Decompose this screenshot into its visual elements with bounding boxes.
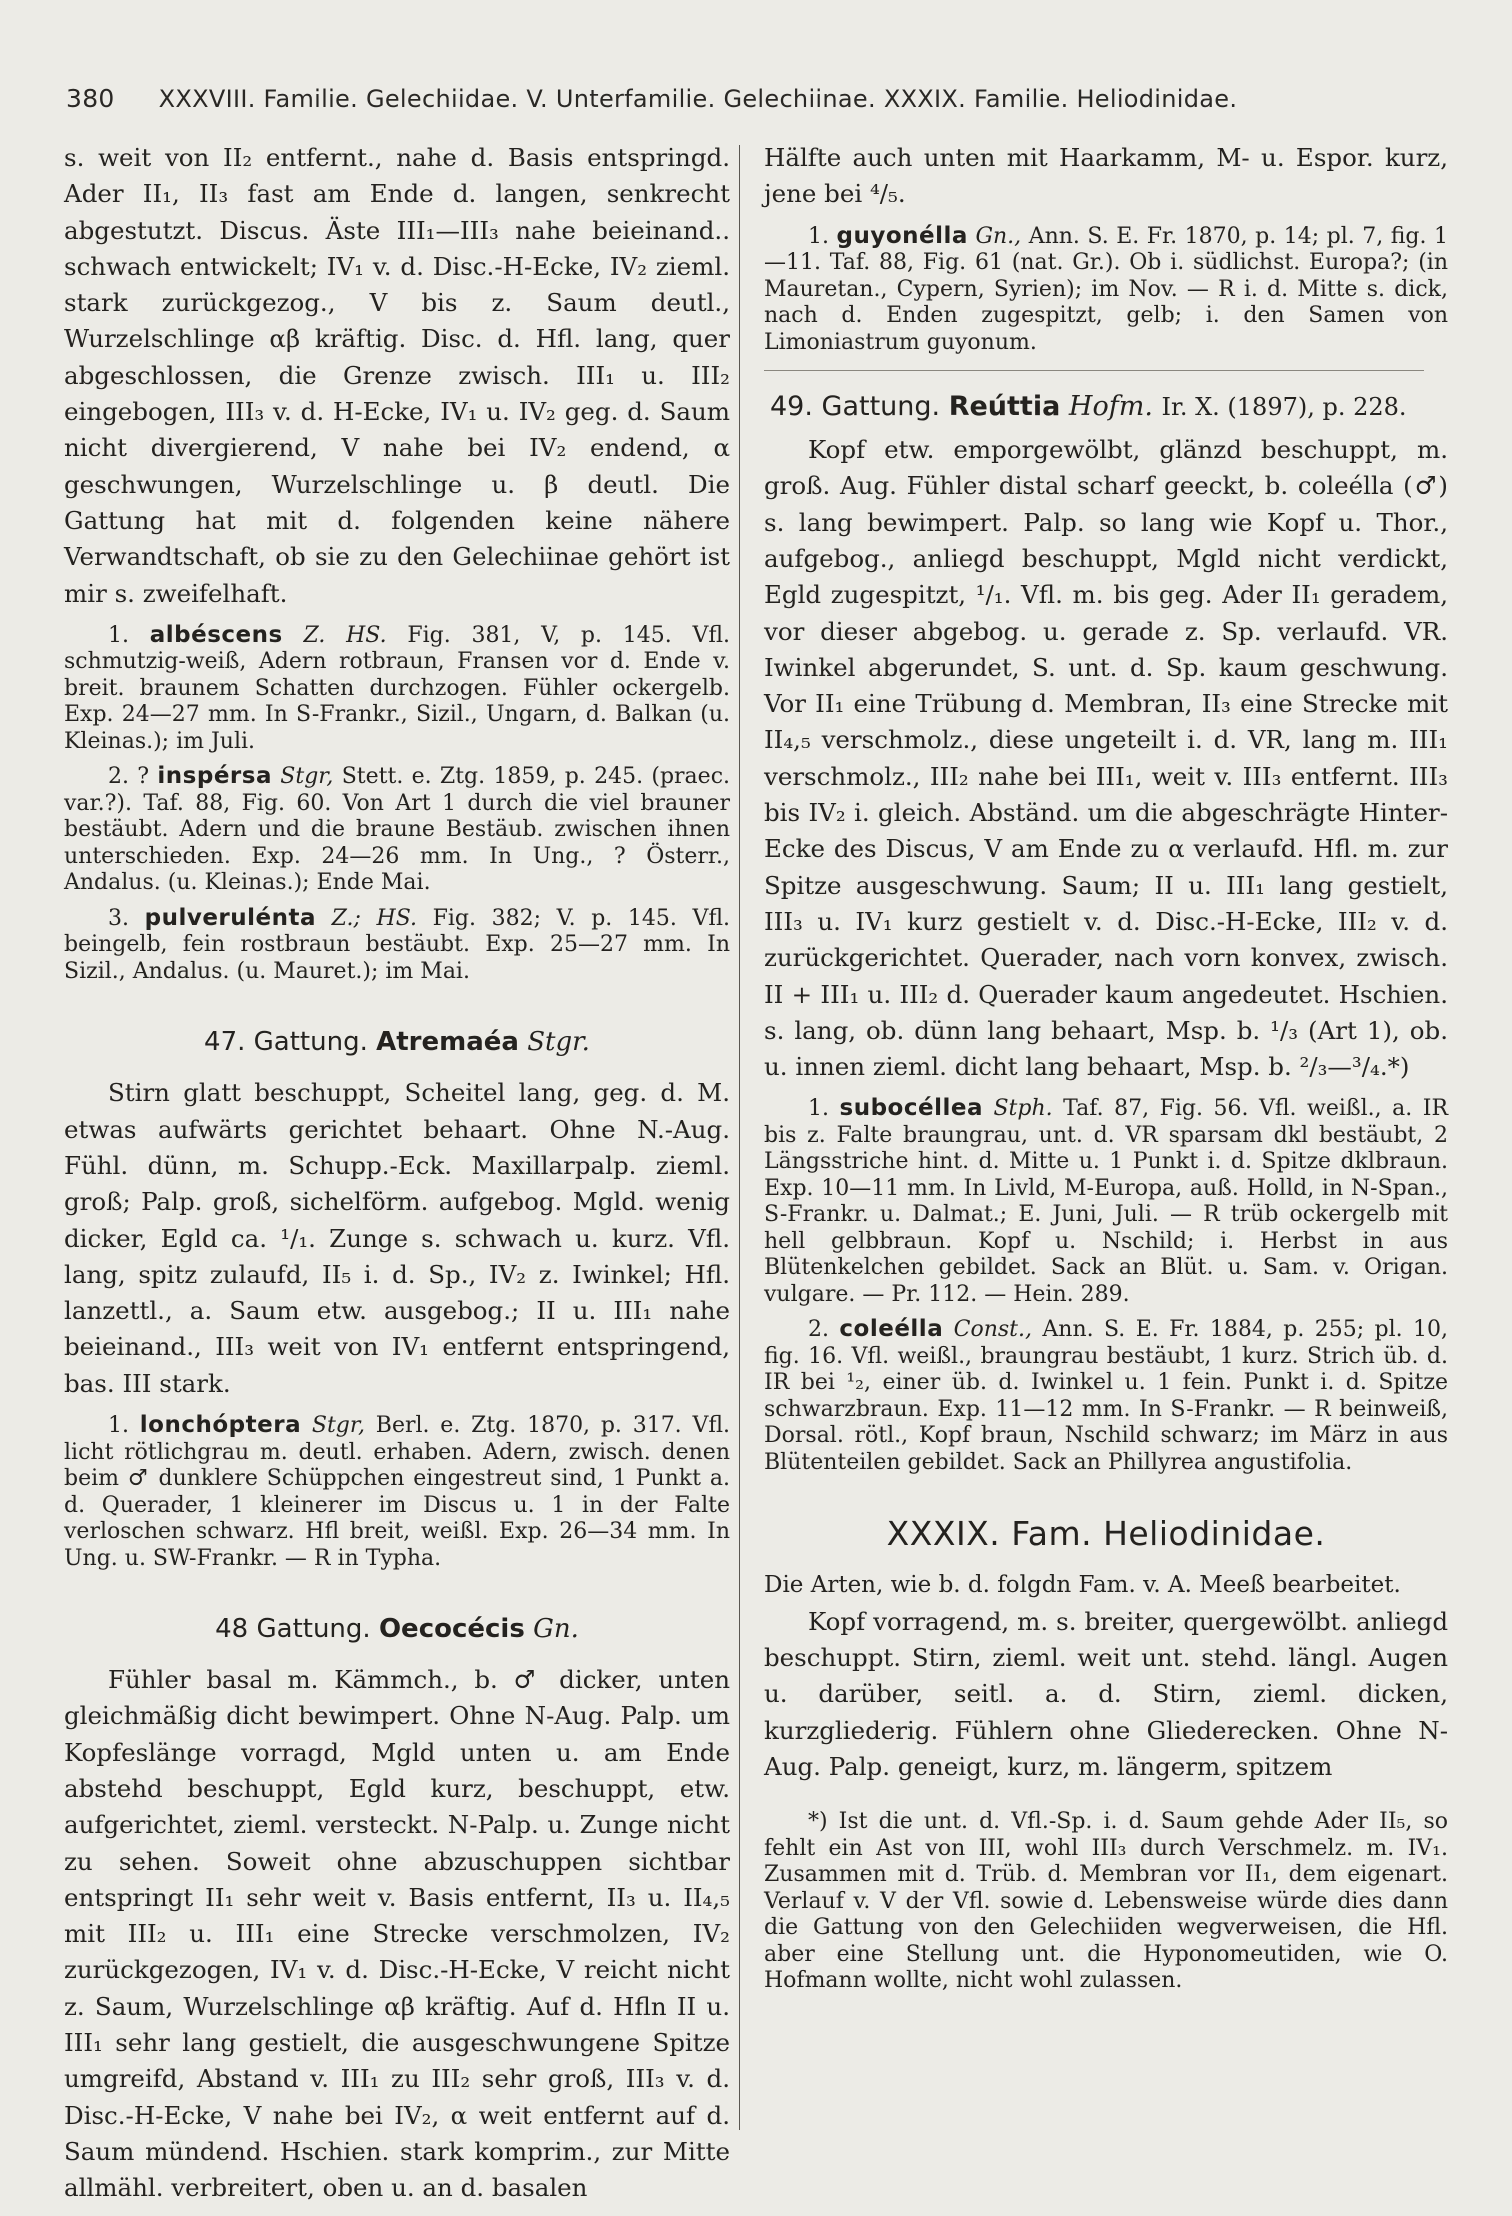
right-column [764,140,1448,1995]
family-description: Kopf vorragend, m. s. breiter, quergewölbt. anliegd beschuppt. Stirn, zieml. weit unt. stehd. längl. Augen u. darüber, seitl. a. d. Stirn, zieml. dicken, kurzgliederig. Fühlern ohne Gliederecken. Ohne N-Aug. Palp. geneigt, kurz, m. längerm, spitzem [764,1606,1448,1781]
species-name: pulverulénta [144,904,317,931]
genus-name: Oecocécis [378,1614,525,1645]
species-entry: 2. ? inspérsa Stgr, Stett. e. Ztg. 1859, p. 245. (praec. var.?). Taf. 88, Fig. 60. Von Art 1 durch die viel brauner bestäubt. Adern und die braune Bestäub. zwischen ihnen unterschieden. Exp. 24—26 mm. In Ung., ? Österr., Andalus. (u. Kleinas.); Ende Mai. [64,763,731,896]
species-text: Fig. 381, V, p. 145. Vfl. schmutzig-weiß, Adern rotbraun, Fransen vor d. Ende v. breit. braunem Schatten durchzogen. Fühler ockergelb. Exp. 24—27 mm. In S-Frankr., Sizil., Ungarn, d. Balkan (u. Kleinas.); im Juli. [64,622,731,754]
species-author: Stph. [993,1096,1053,1122]
genus-description: Kopf etw. emporgewölbt, glänzd beschuppt, m. groß. Aug. Fühler distal scharf geeckt, b. coleélla (♂) s. lang bewimpert. Palp. so lang wie Kopf u. Thor., aufgebog., anliegd beschuppt, Mgld nicht verdickt, Egld zugespitzt, ¹/₁. Vfl. m. bis geg. Ader II₁ geradem, vor dieser abgebog. u. gerade z. Sp. verlaufd. VR. Iwinkel abgerundet, S. unt. d. Sp. kaum geschwung. Vor II₁ eine Trübung d. Membran, II₃ eine Strecke mit II₄,₅ verschmolz., diese ungeteilt i. d. VR, lang m. III₁ verschmolz., III₂ nahe bei III₁, weit v. III₃ entfernt. III₃ bis IV₂ i. gleich. Abständ. um die abgeschrägte Hinter-Ecke des Discus, V am Ende zu α verlaufd. Hfl. m. zur Spitze ausgeschwung. Saum; II u. III₁ lang gestielt, III₃ u. IV₁ kurz gestielt v. d. Disc.-H-Ecke, III₂ v. d. zurückgerichtet. Querader, nach vorn konvex, zwisch. II + III₁ u. III₂ d. Querader kaum angedeutet. Hschien. s. lang, ob. dünn lang behaart, Msp. b. ¹/₃ (Art 1), ob. u. innen zieml. dicht lang behaart, Msp. b. ²/₃—³/₄.*) [764,435,1448,1082]
species-author: Stgr, [280,764,334,790]
species-author: Const., [953,1317,1032,1343]
genus-name: Atremaéa [376,1027,519,1058]
species-entry: 1. subocéllea Stph. Taf. 87, Fig. 56. Vfl. weißl., a. IR bis z. Falte braungrau, unt. d. VR sparsam dkl bestäubt, 2 Längsstriche hint. d. Mitte u. 1 Punkt i. d. Spitze dklbraun. Exp. 10—11 mm. In Livld, M-Europa, auß. Holld, in N-Span., S-Frankr. u. Dalmat.; E. Juni, Juli. — R trüb ockergelb mit hell gelbbraun. Kopf u. Nschild; i. Herbst in aus Blütenkelchen gebildet. Sack an Blüt. u. Sam. v. Origan. vulgare. — Pr. 112. — Hein. 289. [764,1095,1449,1307]
family-heading: XXXIX. Fam. Heliodinidae. [886,1514,1326,1554]
species-name: albéscens [149,621,283,648]
species-text: Fig. 382; V. p. 145. Vfl. beingelb, fein rostbraun bestäubt. Exp. 25—27 mm. In Sizil., Andalus. (u. Mauret.); im Mai. [64,905,731,984]
species-entry: 1. guyonélla Gn., Ann. S. E. Fr. 1870, p. 14; pl. 7, fig. 1—11. Taf. 88, Fig. 61 (nat. Gr.). Ob i. südlichst. Europa?; (in Mauretan., Cypern, Syrien); im Nov. — R i. d. Mitte s. dick, nach d. Enden zugespitzt, gelb; i. den Samen von Limoniastrum guyonum. [764,222,1448,355]
species-entry: 3. pulverulénta Z.; HS. Fig. 382; V. p. 145. Vfl. beingelb, fein rostbraun bestäubt. Exp. 25—27 mm. In Sizil., Andalus. (u. Mauret.); im Mai. [64,904,731,984]
species-name: coleélla [839,1316,944,1343]
species-text: Berl. e. Ztg. 1870, p. 317. Vfl. licht rötlichgrau m. deutl. erhaben. Adern, zwisch. denen beim ♂ dunklere Schüppchen eingestreut sind, 1 Punkt a. d. Querader, 1 kleinerer im Discus u. 1 in der Falte verloschen schwarz. Hfl breit, weißl. Exp. 26—34 mm. In Ung. u. SW-Frankr. — R in Typha. [64,1413,731,1571]
genus-heading: 48 Gattung. Oecocécis Gn. [215,1614,579,1645]
species-name: lonchóptera [139,1412,302,1439]
species-entry: 2. coleélla Const., Ann. S. E. Fr. 1884, p. 255; pl. 10, fig. 16. Vfl. weißl., braungrau bestäubt, 1 kurz. Strich üb. d. IR bei ¹₂, einer üb. d. Iwinkel u. 1 fein. Punkt i. d. Spitze schwarzbraun. Exp. 11—12 mm. In S-Frankr. — R beinweiß, Dorsal. rötl., Kopf braun, Nschild schwarz; im März in aus Blütenteilen gebildet. Sack an Phillyrea angustifolia. [764,1316,1449,1475]
species-name: subocéllea [839,1095,983,1122]
species-author: Z.; HS. [331,905,417,931]
species-entry: 1. albéscens Z. HS. Fig. 381, V, p. 145. Vfl. schmutzig-weiß, Adern rotbraun, Fransen vor d. Ende v. breit. braunem Schatten durchzogen. Fühler ockergelb. Exp. 24—27 mm. In S-Frankr., Sizil., Ungarn, d. Balkan (u. Kleinas.); im Juli. [64,621,731,754]
species-text: Taf. 87, Fig. 56. Vfl. weißl., a. IR bis z. Falte braungrau, unt. d. VR sparsam dkl bestäubt, 2 Längsstriche hint. d. Mitte u. 1 Punkt i. d. Spitze dklbraun. Exp. 10—11 mm. In Livld, M-Europa, auß. Holld, in N-Span., S-Frankr. u. Dalmat.; E. Juni, Juli. — R trüb ockergelb mit hell gelbbraun. Kopf u. Nschild; i. Herbst in aus Blütenkelchen gebildet. Sack an Blüt. u. Sam. v. Origan. vulgare. — Pr. 112. — Hein. 289. [764,1096,1449,1307]
species-author: Gn., [975,223,1022,249]
column-rule [739,145,740,2130]
running-header [66,84,1446,124]
genus46-description-cont: s. weit von II₂ entfernt., nahe d. Basis entspringd. Ader II₁, II₃ fast am Ende d. langen, senkrecht abgestutzt. Discus. Äste III₁—III₃ nahe beieinand.. schwach entwickelt; IV₁ v. d. Disc.-H-Ecke, IV₂ zieml. stark zurückgezog., V bis z. Saum deutl., Wurzelschlinge αβ kräftig. Disc. d. Hfl. lang, quer abgeschlossen, die Grenze zwisch. III₁ u. III₂ eingebogen, III₃ v. d. H-Ecke, IV₁ u. IV₂ geg. d. Saum nicht divergierend, V nahe bei IV₂ endend, α geschwungen, Wurzelschlinge u. β deutl. Die Gattung hat mit d. folgenden keine nähere Verwandtschaft, ob sie zu den Gelechiinae gehört ist mir s. zweifelhaft. [64,143,730,608]
genus-description: Fühler basal m. Kämmch., b. ♂ dicker, unten gleichmäßig dicht bewimpert. Ohne N-Aug. Palp. um Kopfeslänge vorragd, Mgld unten u. am Ende abstehd beschuppt, Egld kurz, beschuppt, etw. aufgerichtet, zieml. versteckt. N-Palp. u. Zunge nicht zu sehen. Soweit ohne abzuschuppen sichtbar entspringt II₁ sehr weit v. Basis entfernt, II₃ u. II₄,₅ mit III₂ u. III₁ eine Strecke verschmolzen, IV₂ zurückgezogen, IV₁ v. d. Disc.-H-Ecke, V reicht nicht z. Saum, Wurzelschlinge αβ kräftig. Auf d. Hfln II u. III₁ sehr lang gestielt, die ausgeschwungene Spitze umgreifd, Abstand v. III₁ zu III₂ sehr groß, III₃ v. d. Disc.-H-Ecke, V nahe bei IV₂, α weit entfernt auf d. Saum mündend. Hschien. stark komprim., zur Mitte allmähl. verbreitert, oben u. an d. basalen [64,1665,730,2203]
family-byline: Die Arten, wie b. d. folgdn Fam. v. A. Meeß bearbeitet. [764,1572,1401,1599]
genus-heading: 49. Gattung. Reúttia Hofm. Ir. X. (1897), p. 228. [770,391,1407,423]
left-column [64,140,730,2206]
genus-heading: 47. Gattung. Atremaéa Stgr. [204,1027,590,1058]
species-text: Stett. e. Ztg. 1859, p. 245. (praec. var.?). Taf. 88, Fig. 60. Von Art 1 durch die viel brauner bestäubt. Adern und die braune Bestäub. zwischen ihnen unterschieden. Exp. 24—26 mm. In Ung., ? Österr., Andalus. (u. Kleinas.); Ende Mai. [64,764,731,896]
page-number: 380 [66,84,115,113]
section-divider [764,370,1424,371]
species-author: Z. HS. [303,622,387,648]
species-text: Ann. S. E. Fr. 1870, p. 14; pl. 7, fig. 1—11. Taf. 88, Fig. 61 (nat. Gr.). Ob i. südlichst. Europa?; (in Mauretan., Cypern, Syrien); im Nov. — R i. d. Mitte s. dick, nach d. Enden zugespitzt, gelb; i. den Samen von Limoniastrum guyonum. [764,223,1448,355]
genus-name: Reúttia [948,391,1061,423]
species-name: inspérsa [157,763,272,790]
species-text: Ann. S. E. Fr. 1884, p. 255; pl. 10, fig. 16. Vfl. weißl., braungrau bestäubt, 1 kurz. Strich üb. d. IR bei ¹₂, einer üb. d. Iwinkel u. 1 fein. Punkt i. d. Spitze schwarzbraun. Exp. 11—12 mm. In S-Frankr. — R beinweiß, Dorsal. rötl., Kopf braun, Nschild schwarz; im März in aus Blütenteilen gebildet. Sack an Phillyrea angustifolia. [764,1317,1449,1475]
running-title: XXXVIII. Familie. Gelechiidae. V. Unterfamilie. Gelechiinae. XXXIX. Familie. Heliodinidae. [158,85,1238,113]
genus48-description-cont: Hälfte auch unten mit Haarkamm, M- u. Espor. kurz, jene bei ⁴/₅. [764,143,1448,209]
species-author: Stgr, [311,1413,365,1439]
species-name: guyonélla [836,222,968,249]
footnote: *) Ist die unt. d. Vfl.-Sp. i. d. Saum gehde Ader II₅, so fehlt ein Ast von III, wohl III₃ durch Verschmelz. m. IV₁. Zusammen mit d. Trüb. d. Membran vor II₁, dem eigenart. Verlauf v. V der Vfl. sowie d. Lebensweise würde dies dann die Gattung von den Gelechiiden wegverweisen, die Hfl. aber eine Stellung unt. die Hyponomeutiden, wie O. Hofmann wollte, nicht wohl zulassen. [764,1809,1448,1994]
species-entry: 1. lonchóptera Stgr, Berl. e. Ztg. 1870, p. 317. Vfl. licht rötlichgrau m. deutl. erhaben. Adern, zwisch. denen beim ♂ dunklere Schüppchen eingestreut sind, 1 Punkt a. d. Querader, 1 kleinerer im Discus u. 1 in der Falte verloschen schwarz. Hfl breit, weißl. Exp. 26—34 mm. In Ung. u. SW-Frankr. — R in Typha. [64,1412,731,1571]
genus-description: Stirn glatt beschuppt, Scheitel lang, geg. d. M. etwas aufwärts gerichtet behaart. Ohne N.-Aug. Fühl. dünn, m. Schupp.-Eck. Maxillarpalp. zieml. groß; Palp. groß, sichelförm. aufgebog. Mgld. wenig dicker, Egld ca. ¹/₁. Zunge s. schwach u. kurz. Vfl. lang, spitz zulaufd, II₅ i. d. Sp., IV₂ z. Iwinkel; Hfl. lanzettl., a. Saum etw. ausgebog.; II u. III₁ nahe beieinand., III₃ weit von IV₁ entfernt entspringend, bas. III stark. [64,1078,730,1398]
